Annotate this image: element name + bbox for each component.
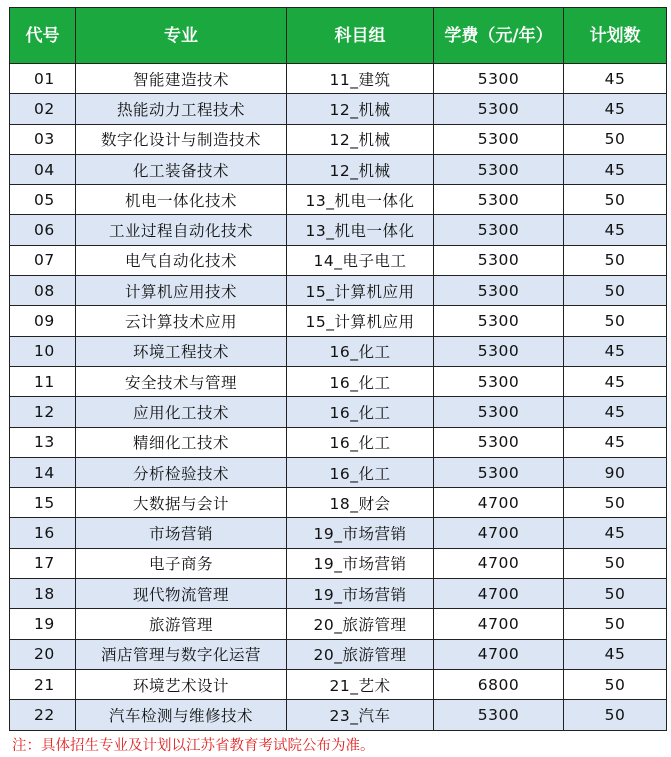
cell-plan-count: 45 [564,154,667,184]
cell-plan-count: 45 [564,94,667,124]
table-row [10,336,667,366]
cell-plan-count: 50 [564,488,667,518]
cell-tuition: 4700 [434,488,564,518]
cell-plan-count: 45 [564,639,667,669]
cell-code: 08 [10,276,76,306]
table-body [10,64,667,731]
cell-code: 15 [10,488,76,518]
cell-code: 14 [10,457,76,487]
cell-subject-group: 19_市场营销 [287,579,434,609]
cell-subject-group: 23_汽车 [287,700,434,730]
cell-subject-group: 14_电子电工 [287,245,434,275]
cell-tuition: 5300 [434,245,564,275]
cell-major: 数字化设计与制造技术 [76,124,287,154]
cell-subject-group: 16_化工 [287,366,434,396]
cell-code: 11 [10,366,76,396]
table-row [10,700,667,730]
cell-subject-group: 16_化工 [287,427,434,457]
table-header-row [10,8,667,64]
table-row [10,397,667,427]
cell-code: 20 [10,639,76,669]
header-plan-count: 计划数 [564,8,667,64]
table-row [10,215,667,245]
table-row [10,488,667,518]
cell-tuition: 5300 [434,700,564,730]
table-row [10,669,667,699]
header-subject-group: 科目组 [287,8,434,64]
table-row [10,609,667,639]
cell-major: 分析检验技术 [76,457,287,487]
cell-plan-count: 50 [564,548,667,578]
cell-major: 安全技术与管理 [76,366,287,396]
table-row [10,185,667,215]
cell-plan-count: 50 [564,609,667,639]
footnote: 注：具体招生专业及计划以江苏省教育考试院公布为准。 [12,738,375,754]
cell-code: 12 [10,397,76,427]
cell-plan-count: 45 [564,215,667,245]
cell-plan-count: 50 [564,669,667,699]
cell-plan-count: 50 [564,124,667,154]
table-row [10,154,667,184]
table-row [10,579,667,609]
cell-plan-count: 50 [564,700,667,730]
cell-code: 09 [10,306,76,336]
cell-major: 酒店管理与数字化运营 [76,639,287,669]
cell-major: 环境艺术设计 [76,669,287,699]
cell-code: 06 [10,215,76,245]
cell-code: 05 [10,185,76,215]
cell-tuition: 4700 [434,639,564,669]
table-row [10,457,667,487]
table-row [10,276,667,306]
cell-code: 13 [10,427,76,457]
cell-plan-count: 50 [564,579,667,609]
cell-tuition: 5300 [434,154,564,184]
cell-plan-count: 45 [564,366,667,396]
cell-code: 19 [10,609,76,639]
cell-tuition: 5300 [434,124,564,154]
cell-plan-count: 45 [564,518,667,548]
cell-subject-group: 12_机械 [287,154,434,184]
cell-major: 应用化工技术 [76,397,287,427]
cell-plan-count: 45 [564,336,667,366]
table-row [10,64,667,94]
cell-tuition: 4700 [434,579,564,609]
cell-code: 01 [10,64,76,94]
header-tuition: 学费（元/年） [434,8,564,64]
cell-major: 热能动力工程技术 [76,94,287,124]
cell-subject-group: 19_市场营销 [287,518,434,548]
cell-subject-group: 16_化工 [287,457,434,487]
cell-code: 17 [10,548,76,578]
cell-subject-group: 15_计算机应用 [287,276,434,306]
cell-subject-group: 20_旅游管理 [287,639,434,669]
cell-code: 07 [10,245,76,275]
cell-code: 21 [10,669,76,699]
table-row [10,245,667,275]
cell-code: 10 [10,336,76,366]
cell-subject-group: 18_财会 [287,488,434,518]
table-row [10,366,667,396]
cell-subject-group: 15_计算机应用 [287,306,434,336]
cell-code: 03 [10,124,76,154]
cell-major: 电子商务 [76,548,287,578]
cell-major: 大数据与会计 [76,488,287,518]
cell-tuition: 4700 [434,609,564,639]
enrollment-plan-table-wrapper [9,7,666,731]
cell-tuition: 6800 [434,669,564,699]
cell-plan-count: 45 [564,397,667,427]
cell-code: 22 [10,700,76,730]
cell-major: 工业过程自动化技术 [76,215,287,245]
cell-major: 计算机应用技术 [76,276,287,306]
cell-subject-group: 13_机电一体化 [287,215,434,245]
table-row [10,306,667,336]
cell-code: 02 [10,94,76,124]
cell-tuition: 4700 [434,548,564,578]
cell-tuition: 5300 [434,215,564,245]
cell-subject-group: 16_化工 [287,336,434,366]
cell-tuition: 5300 [434,427,564,457]
cell-major: 环境工程技术 [76,336,287,366]
cell-subject-group: 12_机械 [287,94,434,124]
table-row [10,518,667,548]
cell-major: 现代物流管理 [76,579,287,609]
cell-major: 汽车检测与维修技术 [76,700,287,730]
table-row [10,548,667,578]
cell-subject-group: 16_化工 [287,397,434,427]
cell-major: 旅游管理 [76,609,287,639]
cell-subject-group: 12_机械 [287,124,434,154]
cell-code: 16 [10,518,76,548]
cell-tuition: 5300 [434,64,564,94]
cell-tuition: 4700 [434,518,564,548]
cell-major: 精细化工技术 [76,427,287,457]
enrollment-plan-table [9,7,667,731]
header-major: 专业 [76,8,287,64]
cell-code: 04 [10,154,76,184]
cell-major: 机电一体化技术 [76,185,287,215]
cell-major: 化工装备技术 [76,154,287,184]
cell-major: 云计算技术应用 [76,306,287,336]
cell-tuition: 5300 [434,397,564,427]
cell-major: 电气自动化技术 [76,245,287,275]
cell-tuition: 5300 [434,366,564,396]
table-row [10,94,667,124]
cell-plan-count: 50 [564,185,667,215]
cell-tuition: 5300 [434,94,564,124]
cell-plan-count: 90 [564,457,667,487]
cell-subject-group: 11_建筑 [287,64,434,94]
table-row [10,124,667,154]
header-code: 代号 [10,8,76,64]
cell-tuition: 5300 [434,336,564,366]
table-row [10,639,667,669]
cell-major: 市场营销 [76,518,287,548]
cell-plan-count: 45 [564,64,667,94]
cell-subject-group: 13_机电一体化 [287,185,434,215]
cell-tuition: 5300 [434,306,564,336]
cell-code: 18 [10,579,76,609]
cell-tuition: 5300 [434,276,564,306]
cell-subject-group: 20_旅游管理 [287,609,434,639]
cell-plan-count: 50 [564,245,667,275]
cell-tuition: 5300 [434,185,564,215]
cell-major: 智能建造技术 [76,64,287,94]
cell-tuition: 5300 [434,457,564,487]
cell-plan-count: 50 [564,276,667,306]
cell-plan-count: 45 [564,427,667,457]
cell-subject-group: 19_市场营销 [287,548,434,578]
cell-subject-group: 21_艺术 [287,669,434,699]
cell-plan-count: 50 [564,306,667,336]
table-row [10,427,667,457]
